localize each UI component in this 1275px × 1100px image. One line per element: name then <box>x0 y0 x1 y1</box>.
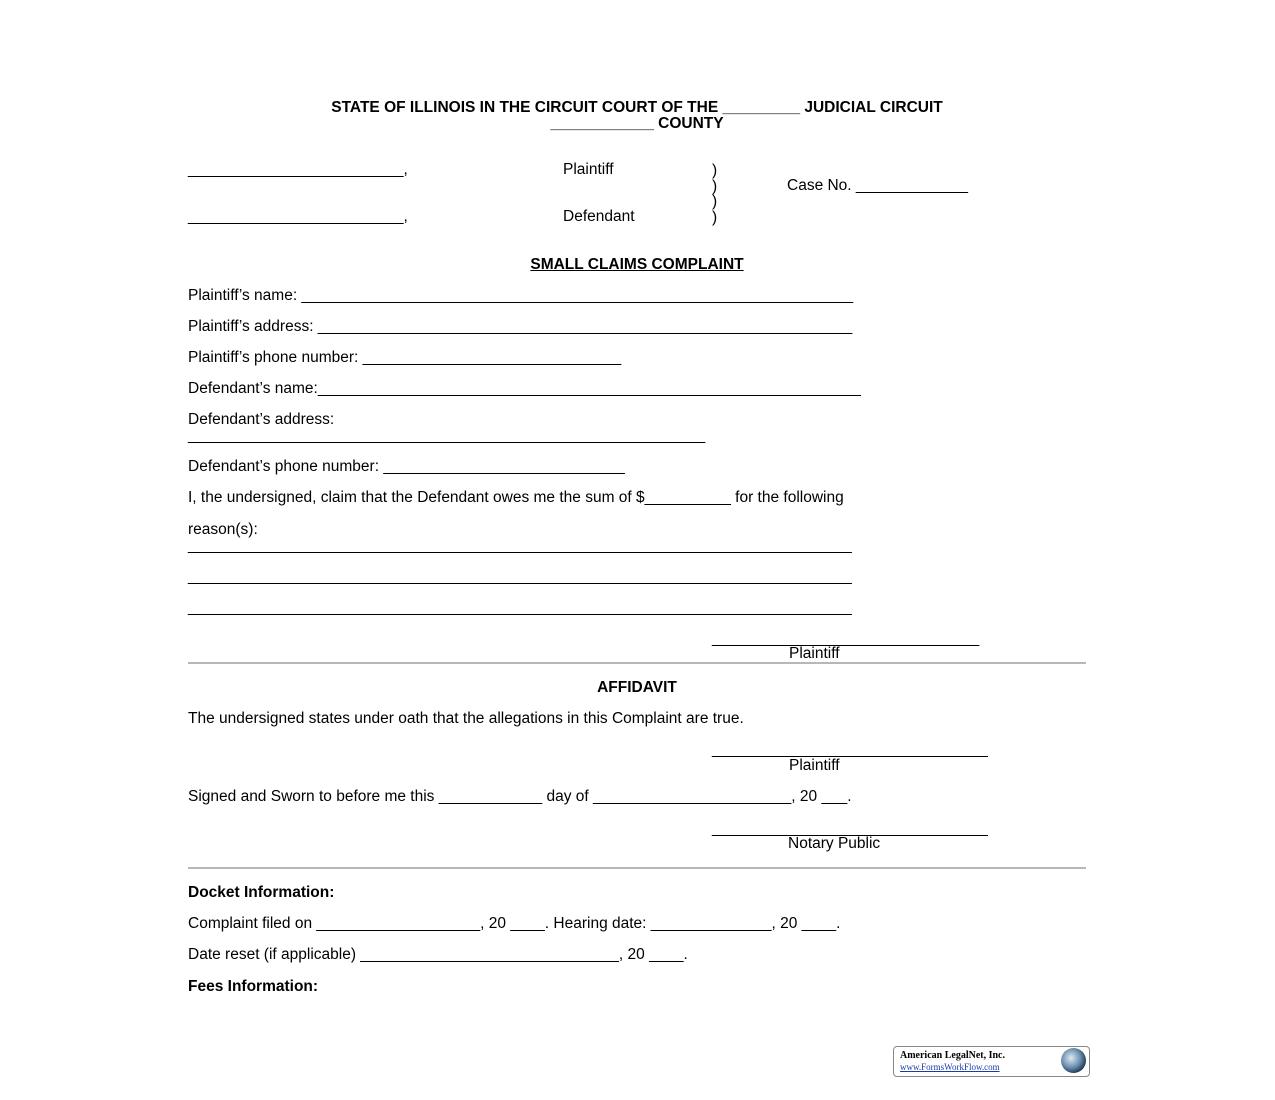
affidavit-statement: The undersigned states under oath that the allegations in this Complaint are true. <box>188 710 744 727</box>
plaintiff-caption-field[interactable]: _________________________, <box>188 161 408 178</box>
plaintiff-address-field[interactable]: Plaintiff’s address: ______________________________________________________________ <box>188 318 853 335</box>
court-header-line-1: STATE OF ILLINOIS IN THE CIRCUIT COURT OF THE _________ JUDICIAL CIRCUIT <box>331 99 943 116</box>
date-reset-field[interactable]: Date reset (if applicable) ______________________________, 20 ____. <box>188 946 688 963</box>
affidavit-title: AFFIDAVIT <box>597 679 677 696</box>
defendant-address-field[interactable]: ____________________________________________________________ <box>188 427 706 444</box>
defendant-name-field[interactable]: Defendant’s name:_______________________________________________________________ <box>188 380 861 397</box>
defendant-caption-label: Defendant <box>563 208 635 225</box>
reasons-label: reason(s): <box>188 521 258 538</box>
sworn-date-field[interactable]: Signed and Sworn to before me this ____________ day of _______________________, 20 ___. <box>188 788 852 805</box>
plaintiff-phone-field[interactable]: Plaintiff’s phone number: ______________________________ <box>188 349 622 366</box>
globe-icon <box>1061 1048 1086 1073</box>
publisher-logo <box>893 1046 1090 1077</box>
logo-name: American LegalNet, Inc. <box>900 1050 1005 1061</box>
defendant-caption-field[interactable]: _________________________, <box>188 208 408 225</box>
section-divider <box>188 867 1086 869</box>
plaintiff-name-field[interactable]: Plaintiff’s name: ________________________________________________________________ <box>188 287 854 304</box>
notary-signature-label: Notary Public <box>788 835 881 852</box>
reason-line[interactable]: _____________________________________________________________________________ <box>188 537 852 554</box>
plaintiff-signature-label: Plaintiff <box>789 645 840 662</box>
affidavit-signature-label: Plaintiff <box>789 757 840 774</box>
complaint-title: SMALL CLAIMS COMPLAINT <box>530 256 744 273</box>
plaintiff-signature-field[interactable]: _______________________________ <box>712 630 980 647</box>
caption-paren: ) <box>712 178 718 195</box>
reason-line[interactable]: _____________________________________________________________________________ <box>188 568 852 585</box>
docket-title: Docket Information: <box>188 884 335 901</box>
caption-paren: ) <box>712 193 718 210</box>
logo-url-link[interactable]: www.FormsWorkFlow.com <box>900 1062 1000 1072</box>
defendant-phone-field[interactable]: Defendant’s phone number: ____________________________ <box>188 458 625 475</box>
notary-signature-field[interactable]: ________________________________ <box>712 820 988 837</box>
caption-paren: ) <box>712 162 718 179</box>
case-number-field[interactable]: Case No. _____________ <box>787 177 968 194</box>
affidavit-signature-field[interactable]: ________________________________ <box>712 741 988 758</box>
complaint-filed-field[interactable]: Complaint filed on ___________________, 20 ____. Hearing date: ______________, 20 ____. <box>188 915 841 932</box>
section-divider <box>188 662 1086 664</box>
reason-line[interactable]: _____________________________________________________________________________ <box>188 599 852 616</box>
court-header-line-2: ____________ COUNTY <box>550 115 724 132</box>
caption-paren: ) <box>712 209 718 226</box>
defendant-address-label: Defendant’s address: <box>188 411 335 428</box>
plaintiff-caption-label: Plaintiff <box>563 161 614 178</box>
claim-amount-field[interactable]: I, the undersigned, claim that the Defendant owes me the sum of $__________ for the following <box>188 489 844 506</box>
fees-title: Fees Information: <box>188 978 319 995</box>
